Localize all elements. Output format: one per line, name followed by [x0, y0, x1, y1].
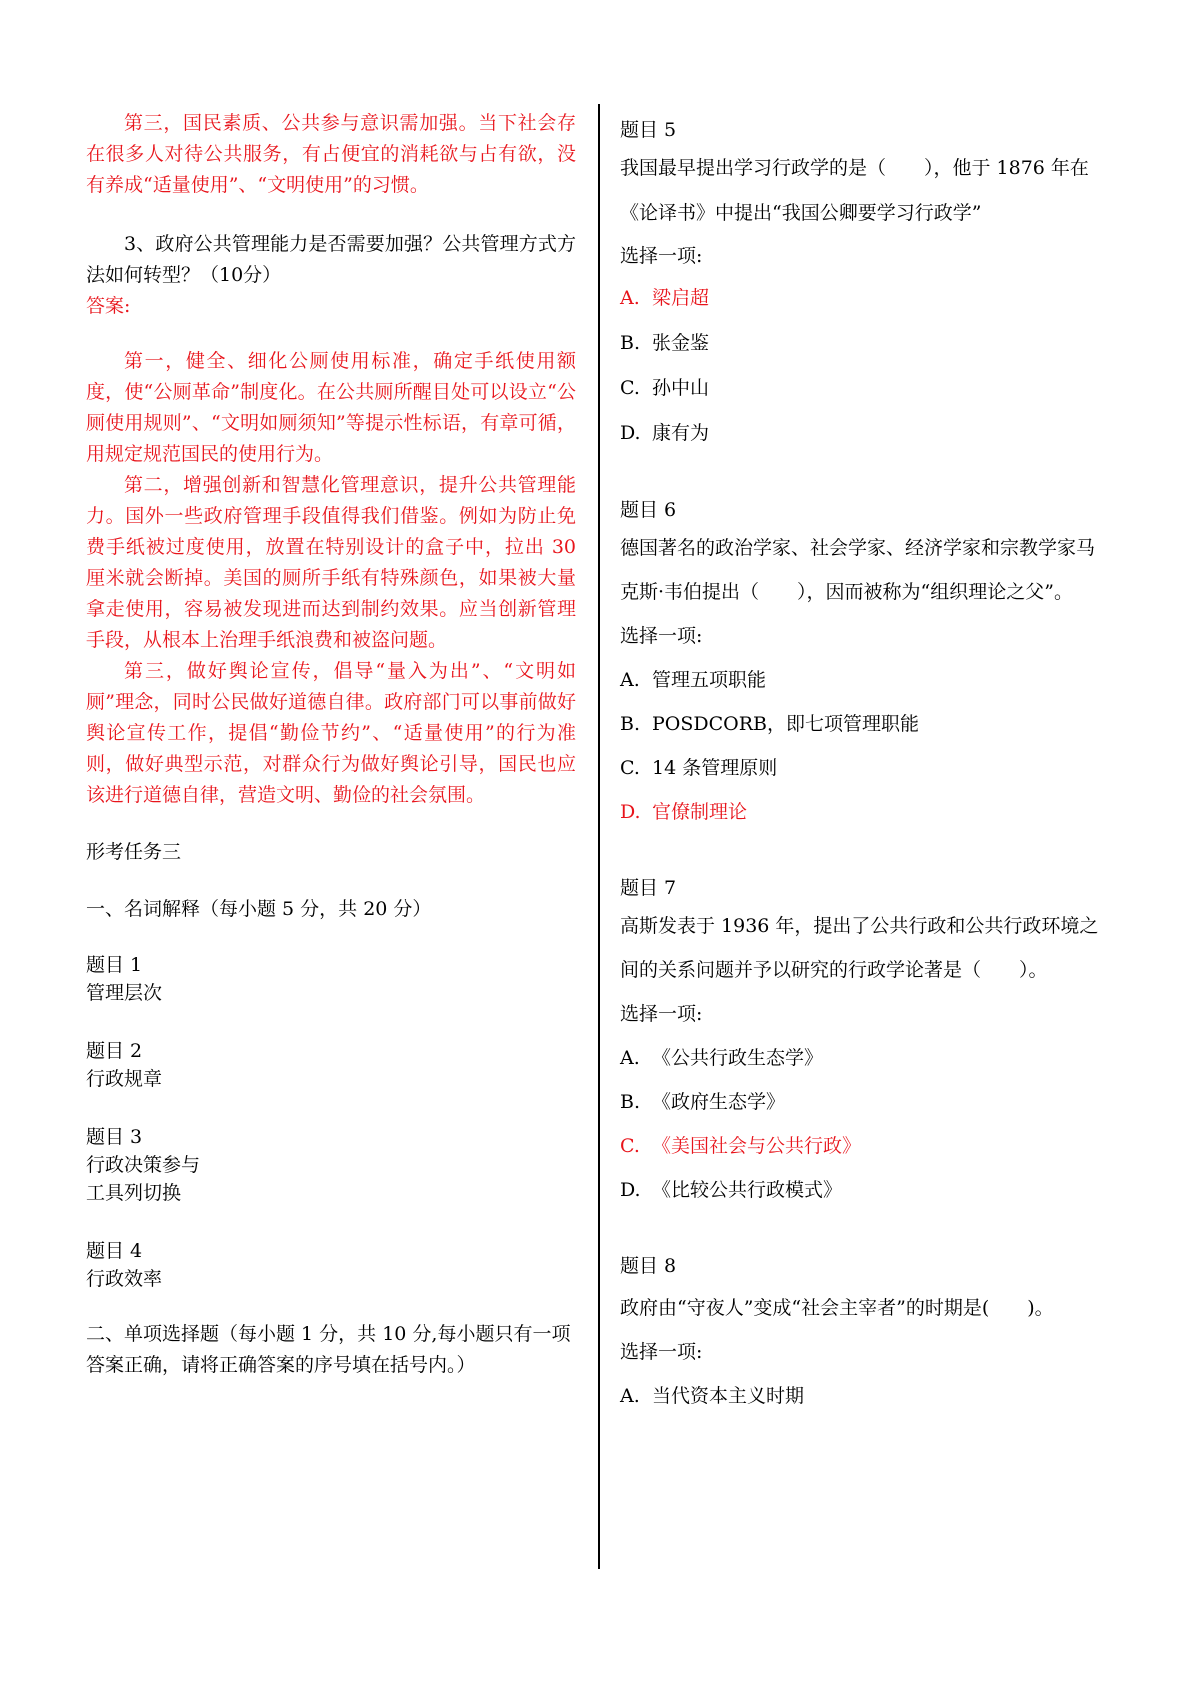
question-stem: 高斯发表于 1936 年，提出了公共行政和公共行政环境之间的关系问题并予以研究的行政学论著是（ ）。 — [620, 915, 1099, 981]
question-stem: 我国最早提出学习行政学的是（ ），他于 1876 年在《论译书》中提出“我国公卿要学习行政学” — [620, 157, 1089, 224]
question-title: 题目 7 — [620, 877, 677, 899]
option-d: D. 康有为 — [620, 422, 710, 444]
option-a: A. 管理五项职能 — [620, 669, 767, 691]
option-a: A. 梁启超 — [620, 287, 710, 309]
choose-label: 选择一项: — [620, 625, 703, 647]
term-title: 题目 3 — [86, 1126, 143, 1148]
term-item-2 — [86, 1037, 576, 1093]
question-title: 题目 5 — [620, 119, 677, 141]
question-title: 题目 8 — [620, 1255, 677, 1277]
task-title: 形考任务三 — [86, 841, 182, 863]
option-a: A. 当代资本主义时期 — [620, 1385, 805, 1407]
column-divider — [598, 104, 600, 1569]
question-5 — [620, 116, 1110, 456]
option-b: B. POSDCORB，即七项管理职能 — [620, 713, 919, 735]
section-2-heading: 二、单项选择题（每小题 1 分，共 10 分,每小题只有一项答案正确，请将正确答案的序号填在括号内。） — [86, 1323, 571, 1376]
term-item-3 — [86, 1123, 576, 1207]
term-text: 工具列切换 — [86, 1182, 182, 1204]
question-stem: 政府由“守夜人”变成“社会主宰者”的时期是( )。 — [620, 1297, 1054, 1319]
choose-label: 选择一项: — [620, 245, 703, 267]
term-title: 题目 2 — [86, 1040, 143, 1062]
right-column — [620, 116, 1110, 1418]
option-d: D. 《比较公共行政模式》 — [620, 1179, 843, 1201]
answer-paragraph-1: 第一，健全、细化公厕使用标准，确定手纸使用额度，使“公厕革命”制度化。在公共厕所醒目处可以设立“公厕使用规则”、“文明如厕须知”等提示性标语，有章可循，用规定规范国民的使用行为。 — [86, 350, 576, 465]
option-c: C. 《美国社会与公共行政》 — [620, 1135, 862, 1157]
term-title: 题目 1 — [86, 954, 143, 976]
option-b: B. 张金鉴 — [620, 332, 710, 354]
question-6 — [620, 496, 1110, 834]
option-c: C. 14 条管理原则 — [620, 757, 778, 779]
question-8 — [620, 1252, 1110, 1418]
question-7 — [620, 874, 1110, 1212]
option-a: A. 《公共行政生态学》 — [620, 1047, 824, 1069]
choose-label: 选择一项: — [620, 1341, 703, 1363]
term-text: 行政效率 — [86, 1268, 163, 1290]
answer-label: 答案: — [86, 295, 131, 317]
question-stem: 德国著名的政治学家、社会学家、经济学家和宗教学家马克斯·韦伯提出（ ），因而被称为“组织理论之父”。 — [620, 537, 1096, 603]
option-d: D. 官僚制理论 — [620, 801, 748, 823]
term-text: 行政决策参与 — [86, 1154, 201, 1176]
term-item-4 — [86, 1237, 576, 1293]
term-text: 行政规章 — [86, 1068, 163, 1090]
question-title: 题目 6 — [620, 499, 677, 521]
option-c: C. 孙中山 — [620, 377, 710, 399]
question-3: 3、政府公共管理能力是否需要加强？公共管理方式方法如何转型？（10分） — [86, 233, 576, 286]
answer-paragraph-2: 第二，增强创新和智慧化管理意识，提升公共管理能力。国外一些政府管理手段值得我们借鉴。例如为防止免费手纸被过度使用，放置在特别设计的盒子中，拉出 30 厘米就会断掉。美国的厕所手纸有特殊颜色，如果被大量拿走使用，容易被发现进而达到制约效果。应当创新管理手段，从根本上治理手纸浪费和被盗问题。 — [86, 474, 576, 651]
option-b: B. 《政府生态学》 — [620, 1091, 786, 1113]
left-column — [86, 108, 576, 1381]
answer-paragraph-3: 第三，做好舆论宣传，倡导“量入为出”、“文明如厕”理念，同时公民做好道德自律。政府部门可以事前做好舆论宣传工作，提倡“勤俭节约”、“适量使用”的行为准则，做好典型示范，对群众行为做好舆论引导，国民也应该进行道德自律，营造文明、勤俭的社会氛围。 — [86, 660, 576, 806]
term-text: 管理层次 — [86, 982, 163, 1004]
term-item-1 — [86, 951, 576, 1007]
section-1-heading: 一、名词解释（每小题 5 分，共 20 分） — [86, 898, 432, 920]
paragraph-third-quality: 第三，国民素质、公共参与意识需加强。当下社会存在很多人对待公共服务，有占便宜的消耗欲与占有欲，没有养成“适量使用”、“文明使用”的习惯。 — [86, 112, 576, 196]
term-title: 题目 4 — [86, 1240, 143, 1262]
choose-label: 选择一项: — [620, 1003, 703, 1025]
